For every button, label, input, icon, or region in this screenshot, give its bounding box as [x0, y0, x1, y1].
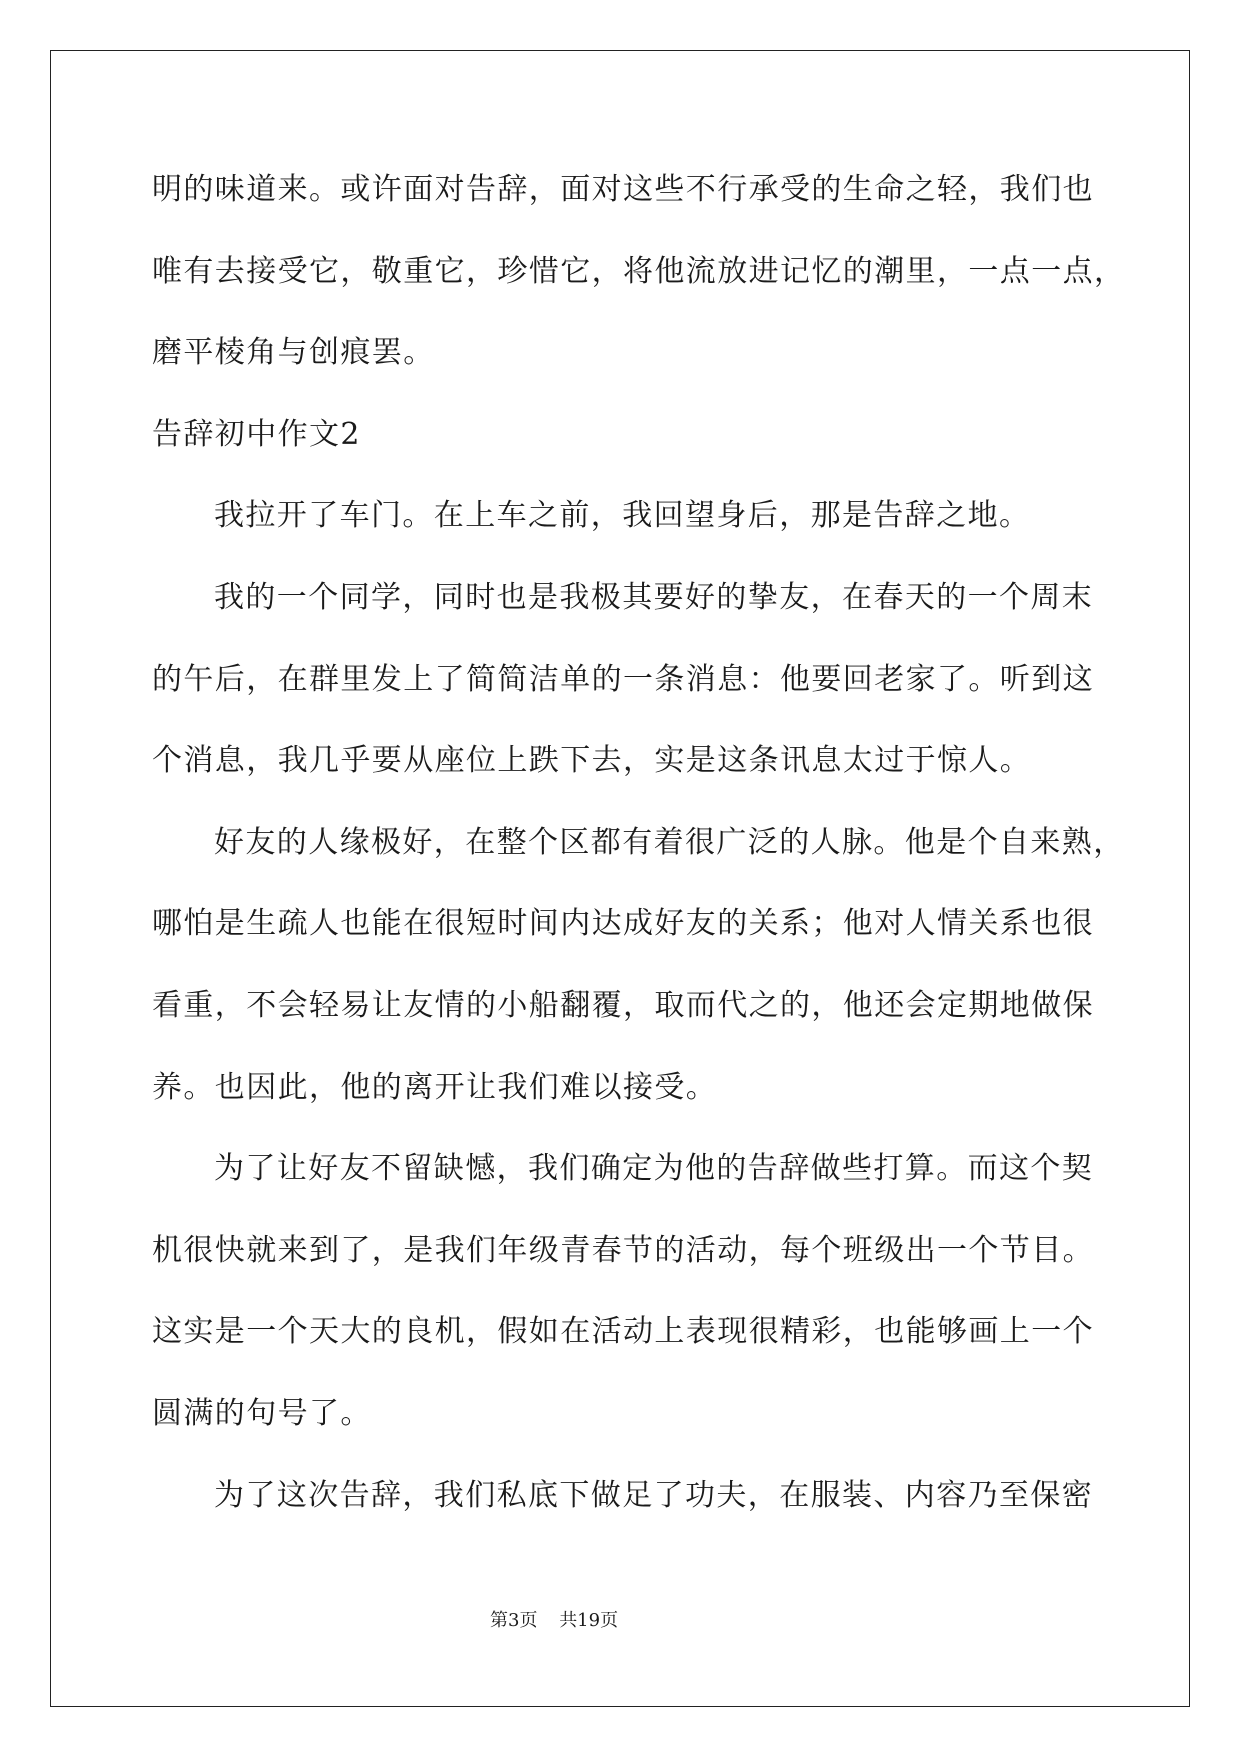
body-line: 明的味道来。或许面对告辞，面对这些不行承受的生命之轻，我们也 — [152, 172, 1094, 207]
body-line: 唯有去接受它，敬重它，珍惜它，将他流放进记忆的潮里，一点一点， — [152, 253, 1126, 289]
body-line: 这实是一个天大的良机，假如在活动上表现很精彩，也能够画上一个 — [152, 1314, 1094, 1350]
body-line: 养。也因此，他的离开让我们难以接受。 — [152, 1069, 718, 1105]
body-line: 看重，不会轻易让友情的小船翻覆，取而代之的，他还会定期地做保 — [152, 987, 1094, 1023]
body-line: 圆满的句号了。 — [152, 1395, 372, 1431]
section-heading: 告辞初中作文2 — [152, 416, 361, 452]
body-line: 的午后，在群里发上了简简洁单的一条消息：他要回老家了。听到这 — [152, 661, 1094, 697]
body-line: 为了让好友不留缺憾，我们确定为他的告辞做些打算。而这个契 — [214, 1151, 1094, 1187]
body-line: 我拉开了车门。在上车之前，我回望身后，那是告辞之地。 — [214, 498, 1031, 534]
body-line: 哪怕是生疏人也能在很短时间内达成好友的关系；他对人情关系也很 — [152, 906, 1094, 942]
total-page-count: 共19页 — [559, 1610, 619, 1631]
body-line: 机很快就来到了，是我们年级青春节的活动，每个班级出一个节目。 — [152, 1232, 1094, 1268]
body-line: 为了这次告辞，我们私底下做足了功夫，在服装、内容乃至保密 — [214, 1477, 1094, 1513]
body-line: 好友的人缘极好，在整个区都有着很广泛的人脉。他是个自来熟， — [214, 824, 1125, 860]
body-line: 个消息，我几乎要从座位上跌下去，实是这条讯息太过于惊人。 — [152, 743, 1032, 779]
page-footer — [490, 1606, 618, 1632]
current-page-number: 第3页 — [490, 1610, 538, 1631]
body-line: 我的一个同学，同时也是我极其要好的挚友，在春天的一个周末 — [214, 579, 1094, 615]
document-body — [152, 149, 1152, 1536]
body-line: 磨平棱角与创痕罢。 — [152, 335, 435, 371]
